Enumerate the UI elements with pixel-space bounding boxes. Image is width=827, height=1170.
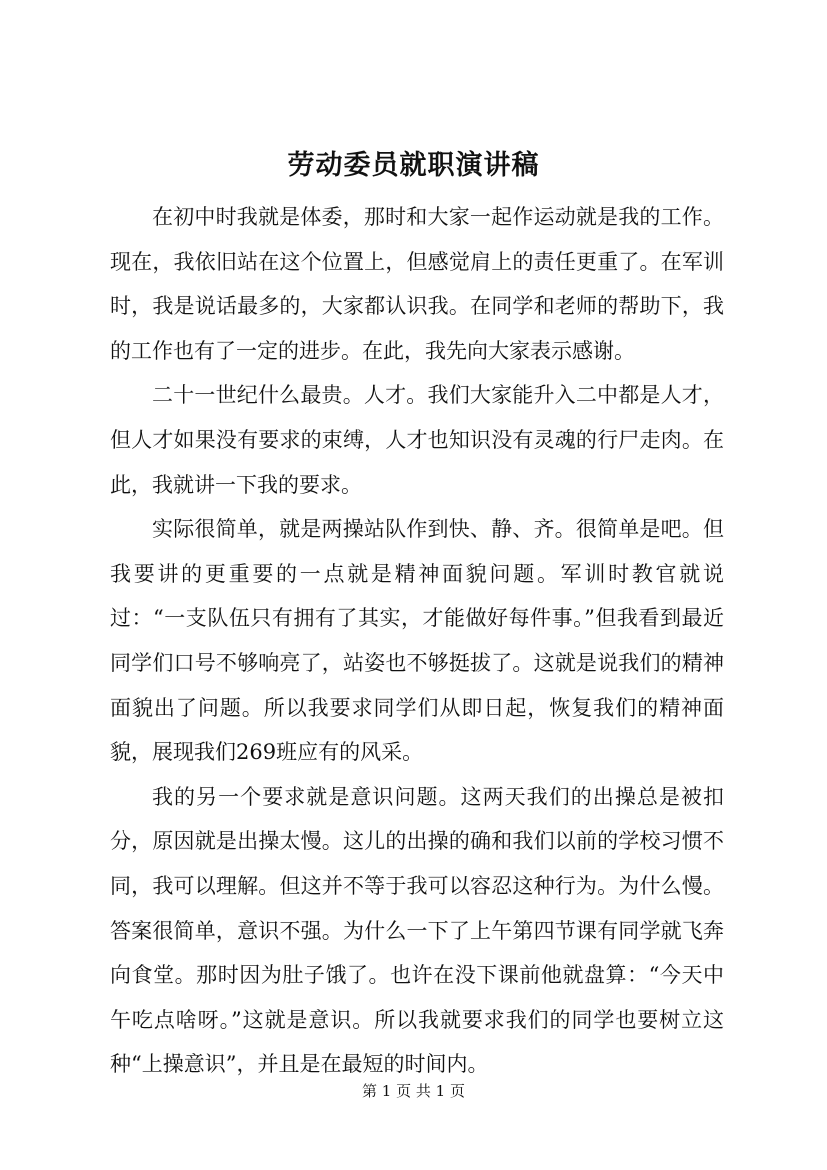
document-body <box>110 195 724 1087</box>
page-footer: 第 1 页 共 1 页 <box>362 1082 465 1100</box>
paragraph-3: 实际很简单，就是两操站队作到快、静、齐。很简单是吧。但我要讲的更重要的一点就是精神面貌问题。军训时教官就说过：“一支队伍只有拥有了其实，才能做好每件事。”但我看到最近同学们口号不够响亮了，站姿也不够挺拔了。这就是说我们的精神面貌出了问题。所以我要求同学们从即日起，恢复我们的精神面貌，展现我们269班应有的风采。 <box>110 517 724 765</box>
paragraph-1: 在初中时我就是体委，那时和大家一起作运动就是我的工作。现在，我依旧站在这个位置上，但感觉肩上的责任更重了。在军训时，我是说话最多的，大家都认识我。在同学和老师的帮助下，我的工作也有了一定的进步。在此，我先向大家表示感谢。 <box>110 205 724 363</box>
paragraph-2: 二十一世纪什么最贵。人才。我们大家能升入二中都是人才，但人才如果没有要求的束缚，人才也知识没有灵魂的行尸走肉。在此，我就讲一下我的要求。 <box>110 383 724 497</box>
document-title: 劳动委员就职演讲稿 <box>287 150 540 181</box>
paragraph-4: 我的另一个要求就是意识问题。这两天我们的出操总是被扣分，原因就是出操太慢。这儿的出操的确和我们以前的学校习惯不同，我可以理解。但这并不等于我可以容忍这种行为。为什么慢。答案很简单，意识不强。为什么一下了上午第四节课有同学就飞奔向食堂。那时因为肚子饿了。也许在没下课前他就盘算：“今天中午吃点啥呀。”这就是意识。所以我就要求我们的同学也要树立这种“上操意识”，并且是在最短的时间内。 <box>110 784 724 1077</box>
